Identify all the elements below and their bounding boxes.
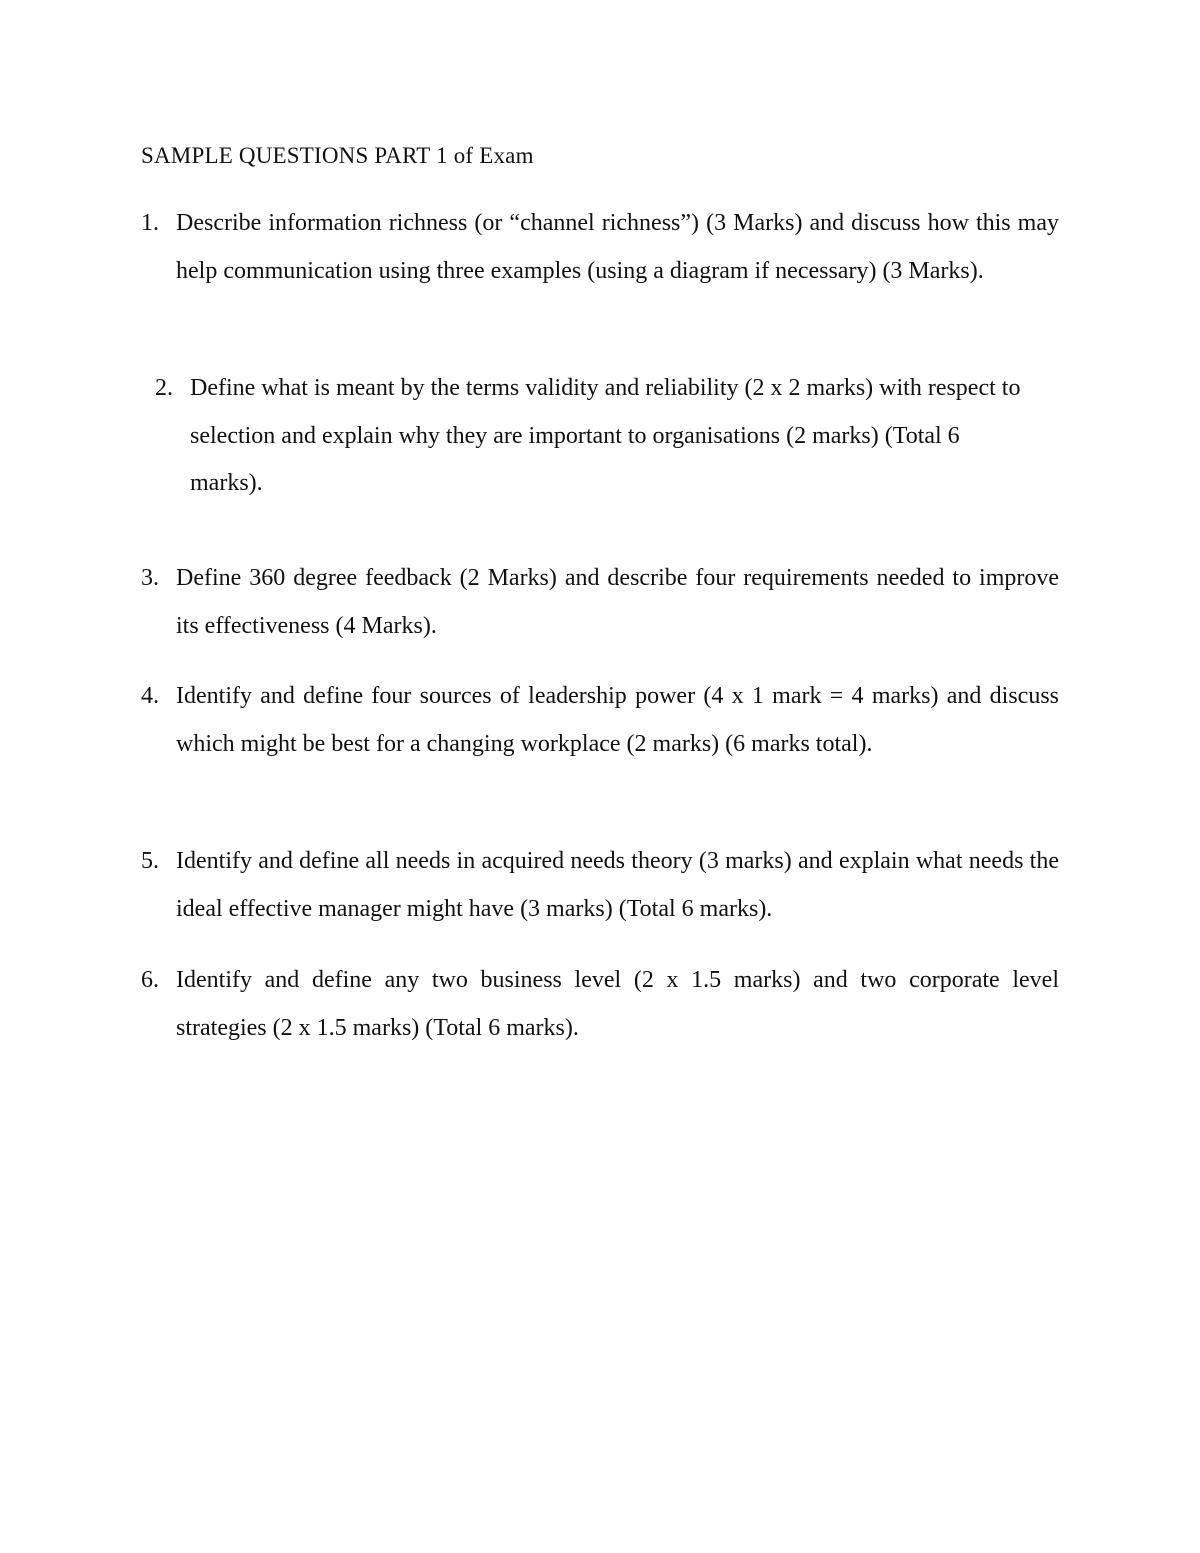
question-number: 6.: [141, 967, 159, 993]
question-text: Describe information richness (or “channel richness”) (3 Marks) and discuss how this may help communication using three examples (using a diagram if necessary) (3 Marks).: [176, 210, 1059, 284]
question-text: Define what is meant by the terms validity and reliability (2 x 2 marks) with respect to selection and explain why they are important to organisations (2 marks) (Total 6 marks).: [190, 375, 1021, 496]
question-item: [141, 200, 1059, 295]
question-number: 1.: [141, 210, 159, 236]
question-item: [155, 365, 1035, 508]
question-text: Identify and define four sources of leadership power (4 x 1 mark = 4 marks) and discuss which might be best for a changing workplace (2 marks) (6 marks total).: [176, 683, 1059, 757]
question-item: [141, 673, 1059, 768]
question-item: [141, 555, 1059, 650]
question-number: 3.: [141, 565, 159, 591]
question-number: 2.: [155, 375, 173, 401]
question-number: 4.: [141, 683, 159, 709]
question-text: Identify and define all needs in acquired needs theory (3 marks) and explain what needs the ideal effective manager might have (3 marks) (Total 6 marks).: [176, 848, 1059, 922]
question-item: [141, 957, 1059, 1052]
question-number: 5.: [141, 848, 159, 874]
question-text: Identify and define any two business level (2 x 1.5 marks) and two corporate level strategies (2 x 1.5 marks) (Total 6 marks).: [176, 967, 1059, 1041]
question-text: Define 360 degree feedback (2 Marks) and describe four requirements needed to improve its effectiveness (4 Marks).: [176, 565, 1059, 639]
document-title: SAMPLE QUESTIONS PART 1 of Exam: [141, 143, 534, 168]
question-item: [141, 838, 1059, 933]
